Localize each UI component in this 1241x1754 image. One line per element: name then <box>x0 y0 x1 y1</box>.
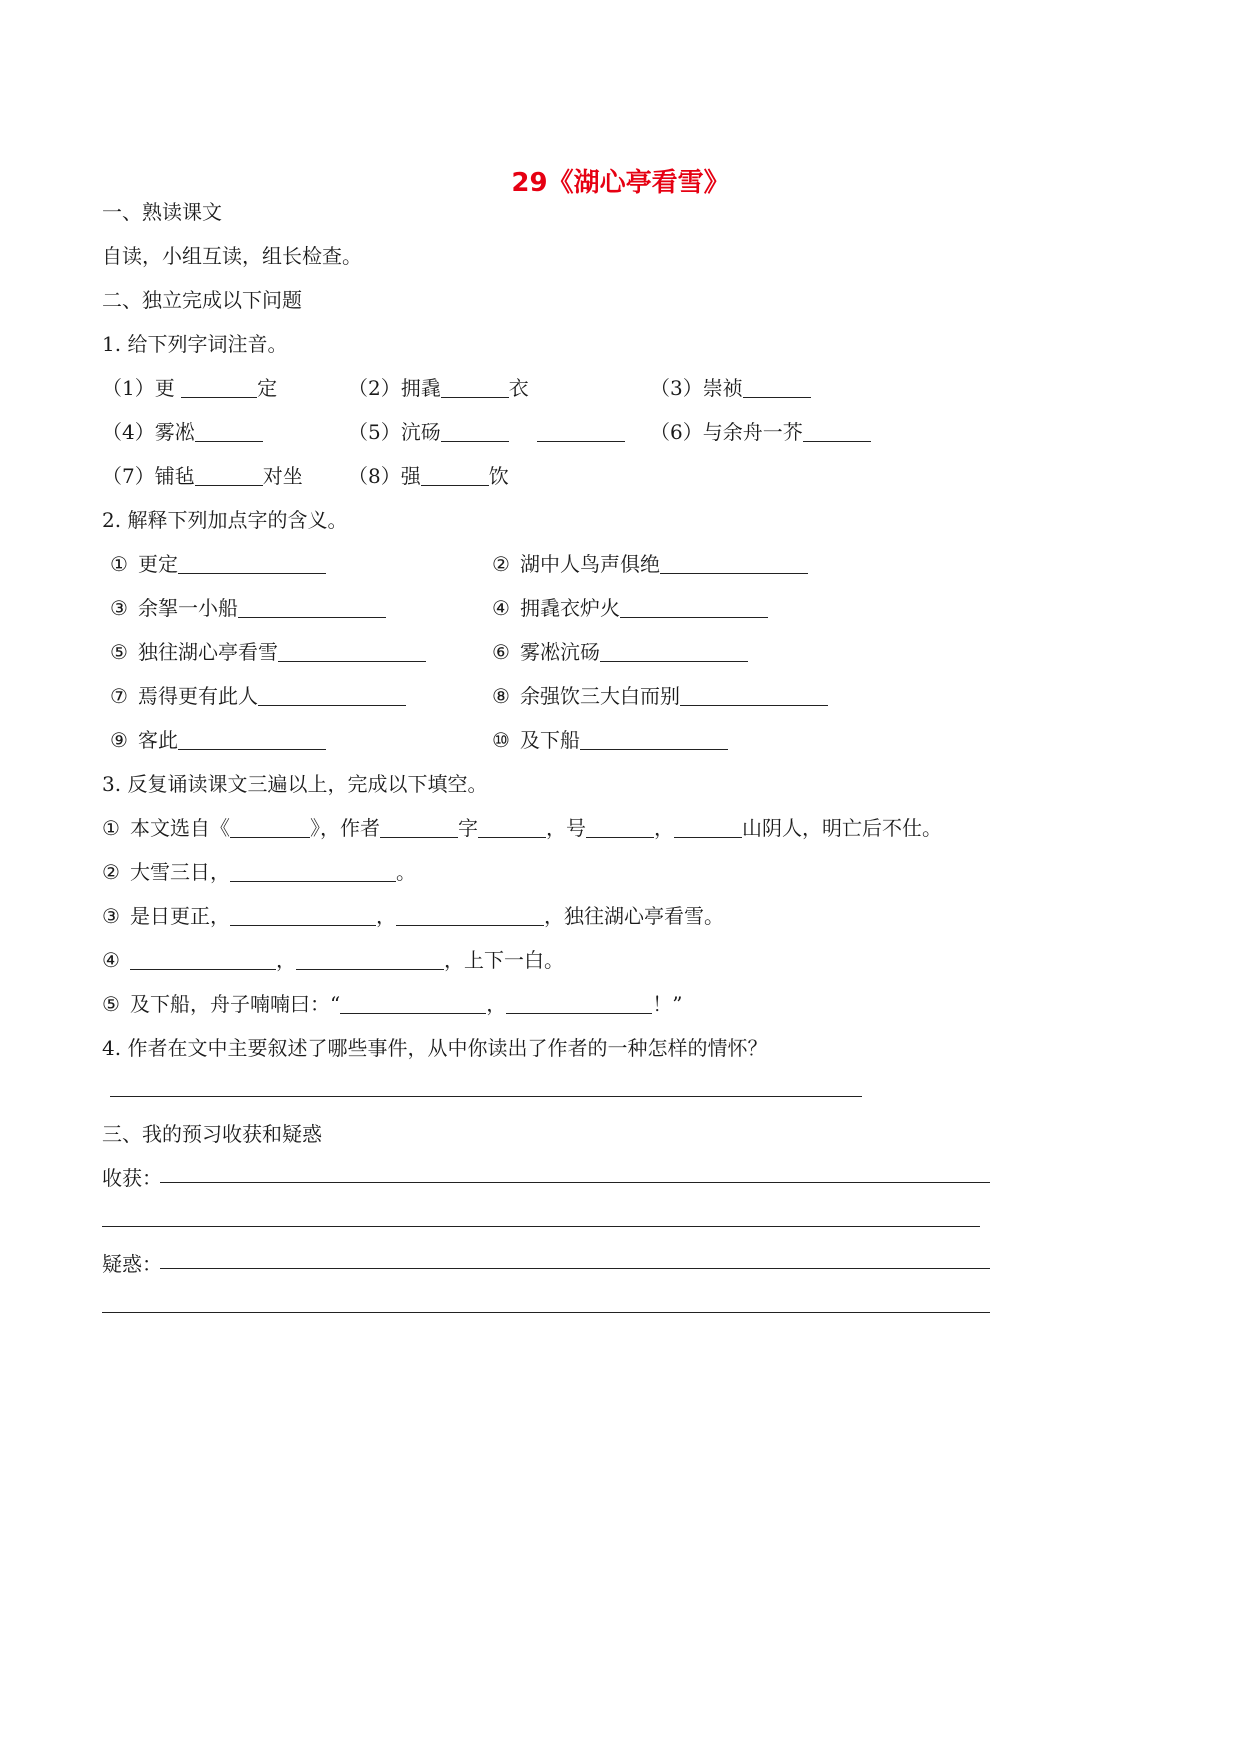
q3-line-3-text-b: ， <box>376 904 396 928</box>
q3-line-1-text-b: 》，作者 <box>310 816 380 840</box>
item-number: ⑧ <box>492 684 510 708</box>
meaning-blank[interactable] <box>178 729 326 750</box>
q1-item-5-text: （5）沆砀 <box>348 420 441 444</box>
q1-item-4-text: （4）雾凇 <box>102 420 195 444</box>
q2-item-9 <box>110 726 326 754</box>
q2-item-7 <box>110 682 406 710</box>
q2-item-2 <box>492 550 808 578</box>
q3-line-5 <box>102 990 682 1018</box>
fill-blank[interactable] <box>130 949 276 970</box>
meaning-blank[interactable] <box>258 685 406 706</box>
fill-blank[interactable] <box>380 817 458 838</box>
q2-item-1 <box>110 550 326 578</box>
section-1-heading: 一、熟读课文 <box>102 200 222 224</box>
item-number: ⑥ <box>492 640 510 664</box>
q1-item-6-text: （6）与余舟一芥 <box>650 420 803 444</box>
section-3-heading: 三、我的预习收获和疑惑 <box>102 1122 322 1146</box>
item-number: ③ <box>102 904 120 928</box>
question-3-label: 3. 反复诵读课文三遍以上，完成以下填空。 <box>102 772 488 796</box>
item-number: ④ <box>492 596 510 620</box>
q3-line-1-text-d: ，号 <box>546 816 586 840</box>
q3-line-4-text-b: ，上下一白。 <box>444 948 564 972</box>
q1-item-8 <box>348 462 509 490</box>
q1-item-8-suffix: 饮 <box>488 464 509 488</box>
meaning-blank[interactable] <box>178 553 326 574</box>
fill-blank[interactable] <box>674 817 742 838</box>
q2-item-1-text: 更定 <box>138 552 178 576</box>
q1-item-7-text: （7）铺毡 <box>102 464 195 488</box>
q3-line-3 <box>102 902 724 930</box>
item-number: ② <box>492 552 510 576</box>
item-number: ② <box>102 860 120 884</box>
q2-item-8 <box>492 682 828 710</box>
fill-blank[interactable] <box>230 861 396 882</box>
item-number: ④ <box>102 948 120 972</box>
q3-line-1 <box>102 814 942 842</box>
pinyin-blank[interactable] <box>181 377 257 398</box>
gain-answer-line[interactable] <box>102 1226 980 1227</box>
section-2-heading: 二、独立完成以下问题 <box>102 288 302 312</box>
question-1-label: 1. 给下列字词注音。 <box>102 332 288 356</box>
q1-item-5 <box>348 418 625 446</box>
q2-item-3 <box>110 594 386 622</box>
fill-blank[interactable] <box>296 949 444 970</box>
doubt-answer-line[interactable] <box>160 1268 990 1269</box>
q1-item-2 <box>348 374 529 402</box>
q2-item-5-text: 独往湖心亭看雪 <box>138 640 278 664</box>
q3-line-3-text-c: ，独往湖心亭看雪。 <box>544 904 724 928</box>
fill-blank[interactable] <box>506 993 652 1014</box>
pinyin-blank[interactable] <box>195 421 263 442</box>
fill-blank[interactable] <box>478 817 546 838</box>
q1-item-1-text: （1）更 <box>102 376 182 400</box>
fill-blank[interactable] <box>340 993 486 1014</box>
q1-item-4 <box>102 418 263 446</box>
question-4-label: 4. 作者在文中主要叙述了哪些事件，从中你读出了作者的一种怎样的情怀？ <box>102 1036 768 1060</box>
question-2-label: 2. 解释下列加点字的含义。 <box>102 508 348 532</box>
q1-item-2-suffix: 衣 <box>508 376 529 400</box>
doubt-label: 疑惑： <box>102 1252 162 1276</box>
fill-blank[interactable] <box>586 817 654 838</box>
gain-label: 收获： <box>102 1166 162 1190</box>
q2-item-4 <box>492 594 768 622</box>
q3-line-2 <box>102 858 416 886</box>
section-1-text: 自读，小组互读，组长检查。 <box>102 244 362 268</box>
fill-blank[interactable] <box>396 905 544 926</box>
gain-answer-line[interactable] <box>160 1182 990 1183</box>
q2-item-3-text: 余挐一小船 <box>138 596 238 620</box>
q2-item-10 <box>492 726 728 754</box>
q1-item-8-text: （8）强 <box>348 464 421 488</box>
answer-line[interactable] <box>110 1096 862 1097</box>
item-number: ⑤ <box>102 992 120 1016</box>
fill-blank[interactable] <box>230 905 376 926</box>
item-number: ⑤ <box>110 640 128 664</box>
q1-item-2-text: （2）拥毳 <box>348 376 441 400</box>
q3-line-5-text-c: ！” <box>652 992 683 1016</box>
q3-line-1-text-a: 本文选自《 <box>130 816 230 840</box>
q1-item-7-suffix: 对坐 <box>262 464 303 488</box>
q2-item-7-text: 焉得更有此人 <box>138 684 258 708</box>
q3-line-1-text-c: 字 <box>458 816 478 840</box>
item-number: ① <box>102 816 120 840</box>
q3-line-4-text-a: ， <box>276 948 296 972</box>
meaning-blank[interactable] <box>600 641 748 662</box>
pinyin-blank[interactable] <box>421 465 489 486</box>
pinyin-blank[interactable] <box>743 377 811 398</box>
meaning-blank[interactable] <box>278 641 426 662</box>
q2-item-4-text: 拥毳衣炉火 <box>520 596 620 620</box>
pinyin-blank[interactable] <box>441 421 509 442</box>
item-number: ⑦ <box>110 684 128 708</box>
doubt-answer-line[interactable] <box>102 1312 990 1313</box>
meaning-blank[interactable] <box>580 729 728 750</box>
pinyin-blank[interactable] <box>803 421 871 442</box>
fill-blank[interactable] <box>230 817 310 838</box>
q3-line-2-text-b: 。 <box>396 860 416 884</box>
q2-item-5 <box>110 638 426 666</box>
q3-line-3-text-a: 是日更正， <box>130 904 230 928</box>
q2-item-6 <box>492 638 748 666</box>
q2-item-2-text: 湖中人鸟声俱绝 <box>520 552 660 576</box>
q2-item-10-text: 及下船 <box>520 728 580 752</box>
q2-item-6-text: 雾凇沆砀 <box>520 640 600 664</box>
q3-line-5-text-b: ， <box>486 992 507 1016</box>
q1-item-6 <box>650 418 871 446</box>
page-title: 29《湖心亭看雪》 <box>511 168 730 198</box>
q1-item-1-suffix: 定 <box>257 376 278 400</box>
q2-item-8-text: 余强饮三大白而别 <box>520 684 680 708</box>
pinyin-blank[interactable] <box>195 465 263 486</box>
q1-item-3-text: （3）崇祯 <box>650 376 743 400</box>
item-number: ⑩ <box>492 728 510 752</box>
item-number: ③ <box>110 596 128 620</box>
pinyin-blank[interactable] <box>441 377 509 398</box>
q1-item-7 <box>102 462 303 490</box>
pinyin-blank[interactable] <box>537 421 625 442</box>
q1-item-3 <box>650 374 811 402</box>
item-number: ① <box>110 552 128 576</box>
meaning-blank[interactable] <box>660 553 808 574</box>
meaning-blank[interactable] <box>238 597 386 618</box>
q3-line-5-text-a: 及下船，舟子喃喃曰：“ <box>130 992 341 1016</box>
meaning-blank[interactable] <box>680 685 828 706</box>
q3-line-1-text-f: 山阴人，明亡后不仕。 <box>742 816 942 840</box>
meaning-blank[interactable] <box>620 597 768 618</box>
q3-line-4 <box>102 946 564 974</box>
item-number: ⑨ <box>110 728 128 752</box>
q1-item-1 <box>102 374 277 402</box>
q3-line-1-text-e: ， <box>654 816 674 840</box>
q2-item-9-text: 客此 <box>138 728 178 752</box>
q3-line-2-text-a: 大雪三日， <box>130 860 230 884</box>
